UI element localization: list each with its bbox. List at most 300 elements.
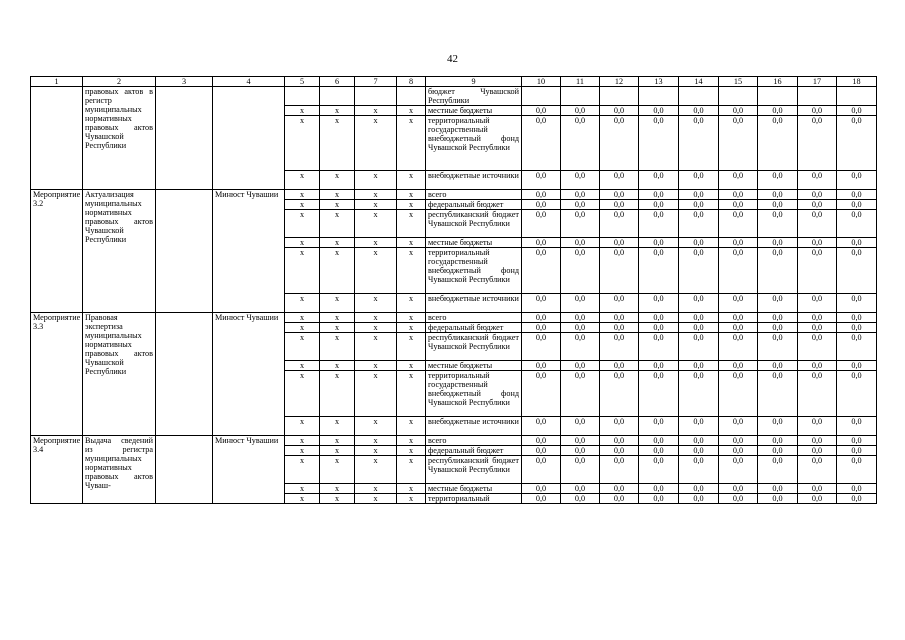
column-header-17: 17 — [798, 77, 837, 87]
code-cell: x — [285, 238, 320, 248]
value-cell: 0,0 — [561, 446, 600, 456]
value-cell: 0,0 — [561, 200, 600, 210]
value-cell: 0,0 — [639, 190, 679, 200]
value-cell: 0,0 — [837, 313, 877, 323]
code-cell: x — [397, 494, 426, 504]
code-cell: x — [355, 116, 397, 171]
value-cell: 0,0 — [798, 484, 837, 494]
code-cell: x — [320, 171, 355, 190]
value-cell: 0,0 — [561, 294, 600, 313]
value-cell: 0,0 — [561, 494, 600, 504]
code-cell: x — [397, 294, 426, 313]
value-cell: 0,0 — [679, 456, 719, 484]
value-cell: 0,0 — [522, 116, 561, 171]
value-cell: 0,0 — [837, 248, 877, 294]
code-cell: x — [397, 116, 426, 171]
value-cell — [719, 87, 758, 106]
value-cell: 0,0 — [758, 238, 798, 248]
code-cell: x — [285, 200, 320, 210]
code-cell: x — [397, 238, 426, 248]
value-cell: 0,0 — [837, 106, 877, 116]
value-cell: 0,0 — [561, 116, 600, 171]
budget-table — [30, 76, 877, 504]
funding-source-cell: республиканский бюджет Чувашской Республики — [426, 210, 522, 238]
value-cell: 0,0 — [798, 333, 837, 361]
code-cell: x — [397, 436, 426, 446]
value-cell: 0,0 — [639, 494, 679, 504]
code-cell: x — [285, 171, 320, 190]
code-cell: x — [355, 436, 397, 446]
code-cell: x — [397, 417, 426, 436]
funding-source-cell: внебюджетные источники — [426, 417, 522, 436]
code-cell: x — [397, 200, 426, 210]
value-cell: 0,0 — [758, 171, 798, 190]
value-cell: 0,0 — [561, 323, 600, 333]
column-header-15: 15 — [719, 77, 758, 87]
value-cell: 0,0 — [837, 436, 877, 446]
value-cell: 0,0 — [600, 210, 639, 238]
value-cell: 0,0 — [679, 200, 719, 210]
code-cell: x — [355, 238, 397, 248]
value-cell: 0,0 — [758, 436, 798, 446]
value-cell: 0,0 — [561, 238, 600, 248]
funding-source-cell: территориальный государственный внебюджетный фонд Чувашской Республики — [426, 371, 522, 417]
code-cell: x — [397, 210, 426, 238]
value-cell: 0,0 — [561, 371, 600, 417]
value-cell: 0,0 — [522, 190, 561, 200]
funding-source-cell: федеральный бюджет — [426, 323, 522, 333]
column-header-14: 14 — [679, 77, 719, 87]
code-cell: x — [320, 456, 355, 484]
value-cell: 0,0 — [600, 333, 639, 361]
value-cell: 0,0 — [522, 106, 561, 116]
value-cell: 0,0 — [522, 313, 561, 323]
column-header-4: 4 — [213, 77, 285, 87]
value-cell: 0,0 — [837, 323, 877, 333]
value-cell: 0,0 — [758, 210, 798, 238]
value-cell: 0,0 — [758, 333, 798, 361]
value-cell: 0,0 — [719, 436, 758, 446]
value-cell: 0,0 — [798, 200, 837, 210]
value-cell: 0,0 — [600, 323, 639, 333]
value-cell: 0,0 — [600, 313, 639, 323]
code-cell: x — [355, 106, 397, 116]
value-cell: 0,0 — [600, 294, 639, 313]
value-cell: 0,0 — [600, 238, 639, 248]
value-cell: 0,0 — [798, 417, 837, 436]
funding-source-cell: всего — [426, 436, 522, 446]
value-cell: 0,0 — [600, 200, 639, 210]
value-cell: 0,0 — [639, 313, 679, 323]
code-cell: x — [397, 106, 426, 116]
code-cell: x — [355, 446, 397, 456]
table-row — [31, 87, 877, 106]
code-cell: x — [397, 456, 426, 484]
value-cell: 0,0 — [758, 200, 798, 210]
value-cell: 0,0 — [522, 248, 561, 294]
value-cell: 0,0 — [837, 333, 877, 361]
value-cell: 0,0 — [758, 361, 798, 371]
code-cell — [320, 87, 355, 106]
code-cell: x — [285, 190, 320, 200]
code-cell: x — [397, 371, 426, 417]
funding-source-cell: территориальный — [426, 494, 522, 504]
value-cell: 0,0 — [798, 248, 837, 294]
value-cell: 0,0 — [679, 171, 719, 190]
value-cell: 0,0 — [758, 371, 798, 417]
value-cell: 0,0 — [758, 313, 798, 323]
funding-source-cell: местные бюджеты — [426, 106, 522, 116]
code-cell: x — [320, 417, 355, 436]
value-cell — [522, 87, 561, 106]
funding-source-cell: местные бюджеты — [426, 361, 522, 371]
value-cell: 0,0 — [798, 436, 837, 446]
value-cell: 0,0 — [600, 361, 639, 371]
code-cell: x — [355, 456, 397, 484]
value-cell: 0,0 — [719, 171, 758, 190]
code-cell: x — [320, 361, 355, 371]
code-cell: x — [285, 456, 320, 484]
code-cell: x — [320, 210, 355, 238]
value-cell: 0,0 — [798, 116, 837, 171]
column-header-6: 6 — [320, 77, 355, 87]
value-cell: 0,0 — [837, 210, 877, 238]
value-cell: 0,0 — [561, 436, 600, 446]
value-cell: 0,0 — [679, 238, 719, 248]
code-cell: x — [285, 484, 320, 494]
value-cell: 0,0 — [837, 494, 877, 504]
value-cell: 0,0 — [837, 484, 877, 494]
event-name-cell: Выдача сведений из регистра муниципальных нормативных правовых актов Чуваш- — [83, 436, 156, 504]
value-cell: 0,0 — [639, 333, 679, 361]
code-cell: x — [320, 238, 355, 248]
value-cell — [561, 87, 600, 106]
executor-cell: Минюст Чувашии — [213, 190, 285, 313]
value-cell: 0,0 — [639, 171, 679, 190]
value-cell: 0,0 — [679, 484, 719, 494]
event-name-cell: Актуализация муниципальных нормативных правовых актов Чувашской Республики — [83, 190, 156, 313]
value-cell: 0,0 — [798, 210, 837, 238]
funding-source-cell: всего — [426, 313, 522, 323]
value-cell: 0,0 — [758, 494, 798, 504]
value-cell: 0,0 — [719, 106, 758, 116]
code-cell: x — [320, 248, 355, 294]
value-cell: 0,0 — [679, 446, 719, 456]
code-cell: x — [285, 361, 320, 371]
value-cell: 0,0 — [561, 190, 600, 200]
value-cell: 0,0 — [679, 323, 719, 333]
code-cell: x — [397, 313, 426, 323]
value-cell: 0,0 — [600, 248, 639, 294]
value-cell: 0,0 — [719, 484, 758, 494]
funding-source-cell: федеральный бюджет — [426, 446, 522, 456]
value-cell: 0,0 — [639, 294, 679, 313]
value-cell: 0,0 — [679, 294, 719, 313]
header-row — [31, 77, 877, 87]
value-cell: 0,0 — [522, 333, 561, 361]
co-executor-cell — [156, 87, 213, 190]
value-cell: 0,0 — [522, 361, 561, 371]
value-cell: 0,0 — [561, 210, 600, 238]
code-cell: x — [355, 323, 397, 333]
executor-cell — [213, 87, 285, 190]
code-cell: x — [285, 333, 320, 361]
value-cell: 0,0 — [837, 417, 877, 436]
value-cell: 0,0 — [679, 116, 719, 171]
value-cell: 0,0 — [758, 116, 798, 171]
value-cell: 0,0 — [679, 210, 719, 238]
value-cell — [679, 87, 719, 106]
value-cell: 0,0 — [679, 313, 719, 323]
value-cell: 0,0 — [639, 116, 679, 171]
value-cell: 0,0 — [522, 200, 561, 210]
funding-source-cell: внебюджетные источники — [426, 294, 522, 313]
value-cell: 0,0 — [719, 446, 758, 456]
code-cell: x — [285, 106, 320, 116]
funding-source-cell: всего — [426, 190, 522, 200]
event-cell: Мероприятие 3.3 — [31, 313, 83, 436]
event-cell: Мероприятие 3.4 — [31, 436, 83, 504]
table-row — [31, 190, 877, 200]
code-cell: x — [320, 333, 355, 361]
value-cell: 0,0 — [758, 417, 798, 436]
value-cell — [600, 87, 639, 106]
code-cell: x — [397, 446, 426, 456]
value-cell: 0,0 — [719, 417, 758, 436]
code-cell: x — [320, 190, 355, 200]
funding-source-cell: территориальный государственный внебюджетный фонд Чувашской Республики — [426, 116, 522, 171]
column-header-5: 5 — [285, 77, 320, 87]
code-cell: x — [397, 333, 426, 361]
code-cell: x — [285, 446, 320, 456]
code-cell — [285, 87, 320, 106]
value-cell: 0,0 — [561, 106, 600, 116]
value-cell: 0,0 — [798, 323, 837, 333]
column-header-1: 1 — [31, 77, 83, 87]
value-cell — [758, 87, 798, 106]
funding-source-cell: республиканский бюджет Чувашской Республики — [426, 333, 522, 361]
executor-cell: Минюст Чувашии — [213, 313, 285, 436]
value-cell: 0,0 — [639, 238, 679, 248]
value-cell: 0,0 — [522, 494, 561, 504]
table-body — [31, 87, 877, 504]
value-cell: 0,0 — [679, 361, 719, 371]
value-cell: 0,0 — [561, 456, 600, 484]
value-cell: 0,0 — [798, 238, 837, 248]
value-cell — [837, 87, 877, 106]
value-cell: 0,0 — [837, 190, 877, 200]
value-cell: 0,0 — [522, 238, 561, 248]
code-cell: x — [355, 248, 397, 294]
value-cell: 0,0 — [522, 323, 561, 333]
code-cell: x — [355, 494, 397, 504]
value-cell: 0,0 — [522, 171, 561, 190]
co-executor-cell — [156, 313, 213, 436]
value-cell: 0,0 — [639, 248, 679, 294]
code-cell: x — [355, 333, 397, 361]
code-cell — [397, 87, 426, 106]
value-cell: 0,0 — [679, 106, 719, 116]
value-cell: 0,0 — [639, 323, 679, 333]
value-cell: 0,0 — [561, 171, 600, 190]
value-cell: 0,0 — [522, 417, 561, 436]
value-cell: 0,0 — [719, 210, 758, 238]
code-cell: x — [355, 200, 397, 210]
code-cell: x — [355, 210, 397, 238]
code-cell: x — [320, 371, 355, 417]
code-cell: x — [320, 436, 355, 446]
funding-source-cell: местные бюджеты — [426, 484, 522, 494]
value-cell: 0,0 — [719, 333, 758, 361]
value-cell: 0,0 — [798, 456, 837, 484]
code-cell: x — [397, 484, 426, 494]
column-header-13: 13 — [639, 77, 679, 87]
value-cell: 0,0 — [600, 494, 639, 504]
value-cell: 0,0 — [679, 494, 719, 504]
table-row — [31, 436, 877, 446]
code-cell: x — [285, 116, 320, 171]
page-number: 42 — [447, 53, 458, 65]
value-cell: 0,0 — [639, 371, 679, 417]
value-cell: 0,0 — [522, 294, 561, 313]
code-cell: x — [355, 361, 397, 371]
value-cell: 0,0 — [719, 371, 758, 417]
value-cell: 0,0 — [798, 106, 837, 116]
column-header-18: 18 — [837, 77, 877, 87]
value-cell: 0,0 — [719, 494, 758, 504]
column-header-9: 9 — [426, 77, 522, 87]
column-header-10: 10 — [522, 77, 561, 87]
code-cell: x — [285, 313, 320, 323]
event-name-cell: правовых актов в регистр муниципальных нормативных правовых актов Чувашской Республики — [83, 87, 156, 190]
value-cell: 0,0 — [798, 371, 837, 417]
code-cell: x — [320, 494, 355, 504]
code-cell: x — [355, 417, 397, 436]
value-cell: 0,0 — [837, 361, 877, 371]
value-cell: 0,0 — [837, 238, 877, 248]
column-header-3: 3 — [156, 77, 213, 87]
value-cell: 0,0 — [561, 333, 600, 361]
column-header-2: 2 — [83, 77, 156, 87]
value-cell: 0,0 — [837, 200, 877, 210]
value-cell: 0,0 — [719, 361, 758, 371]
column-header-8: 8 — [397, 77, 426, 87]
column-header-16: 16 — [758, 77, 798, 87]
value-cell: 0,0 — [561, 248, 600, 294]
funding-source-cell: местные бюджеты — [426, 238, 522, 248]
value-cell: 0,0 — [798, 294, 837, 313]
value-cell: 0,0 — [522, 484, 561, 494]
value-cell: 0,0 — [758, 294, 798, 313]
value-cell: 0,0 — [639, 417, 679, 436]
code-cell: x — [355, 171, 397, 190]
value-cell: 0,0 — [522, 436, 561, 446]
value-cell: 0,0 — [837, 294, 877, 313]
code-cell: x — [320, 294, 355, 313]
value-cell: 0,0 — [798, 494, 837, 504]
value-cell: 0,0 — [719, 238, 758, 248]
column-number-header — [31, 77, 877, 87]
code-cell: x — [320, 116, 355, 171]
code-cell: x — [320, 106, 355, 116]
value-cell: 0,0 — [837, 456, 877, 484]
value-cell: 0,0 — [758, 456, 798, 484]
value-cell: 0,0 — [600, 456, 639, 484]
value-cell: 0,0 — [679, 371, 719, 417]
code-cell — [355, 87, 397, 106]
value-cell: 0,0 — [758, 484, 798, 494]
co-executor-cell — [156, 190, 213, 313]
co-executor-cell — [156, 436, 213, 504]
value-cell: 0,0 — [600, 371, 639, 417]
value-cell: 0,0 — [719, 190, 758, 200]
value-cell: 0,0 — [798, 313, 837, 323]
table-row — [31, 313, 877, 323]
value-cell: 0,0 — [837, 371, 877, 417]
value-cell: 0,0 — [719, 323, 758, 333]
value-cell: 0,0 — [719, 248, 758, 294]
value-cell: 0,0 — [600, 171, 639, 190]
code-cell: x — [285, 371, 320, 417]
value-cell: 0,0 — [639, 484, 679, 494]
value-cell: 0,0 — [639, 361, 679, 371]
value-cell: 0,0 — [522, 371, 561, 417]
value-cell: 0,0 — [719, 116, 758, 171]
value-cell: 0,0 — [600, 417, 639, 436]
code-cell: x — [285, 210, 320, 238]
code-cell: x — [397, 248, 426, 294]
value-cell: 0,0 — [522, 210, 561, 238]
code-cell: x — [397, 323, 426, 333]
code-cell: x — [355, 294, 397, 313]
code-cell: x — [285, 294, 320, 313]
value-cell: 0,0 — [758, 446, 798, 456]
code-cell: x — [355, 371, 397, 417]
value-cell: 0,0 — [639, 106, 679, 116]
funding-source-cell: республиканский бюджет Чувашской Республики — [426, 456, 522, 484]
value-cell: 0,0 — [561, 417, 600, 436]
value-cell: 0,0 — [639, 210, 679, 238]
column-header-11: 11 — [561, 77, 600, 87]
column-header-12: 12 — [600, 77, 639, 87]
value-cell: 0,0 — [639, 436, 679, 446]
event-name-cell: Правовая экспертиза муниципальных нормативных правовых актов Чувашской Республики — [83, 313, 156, 436]
value-cell: 0,0 — [719, 456, 758, 484]
code-cell: x — [285, 323, 320, 333]
value-cell: 0,0 — [798, 171, 837, 190]
code-cell: x — [285, 494, 320, 504]
executor-cell: Минюст Чувашии — [213, 436, 285, 504]
value-cell: 0,0 — [600, 190, 639, 200]
value-cell: 0,0 — [600, 116, 639, 171]
value-cell: 0,0 — [719, 200, 758, 210]
code-cell: x — [397, 171, 426, 190]
value-cell: 0,0 — [758, 106, 798, 116]
value-cell: 0,0 — [679, 417, 719, 436]
value-cell: 0,0 — [522, 446, 561, 456]
value-cell: 0,0 — [719, 294, 758, 313]
value-cell: 0,0 — [798, 361, 837, 371]
code-cell: x — [355, 190, 397, 200]
funding-source-cell: внебюджетные источники — [426, 171, 522, 190]
value-cell — [639, 87, 679, 106]
value-cell: 0,0 — [600, 436, 639, 446]
code-cell: x — [355, 484, 397, 494]
value-cell: 0,0 — [758, 248, 798, 294]
value-cell: 0,0 — [758, 323, 798, 333]
value-cell: 0,0 — [600, 484, 639, 494]
value-cell: 0,0 — [522, 456, 561, 484]
